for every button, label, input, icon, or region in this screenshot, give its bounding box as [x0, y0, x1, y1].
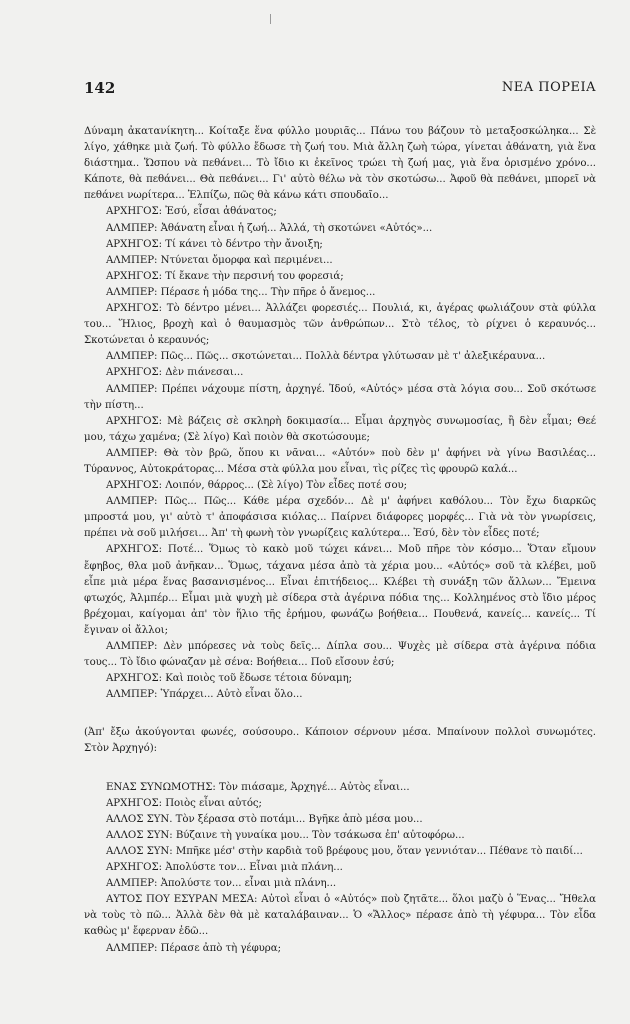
- page-header: [84, 79, 596, 99]
- running-title: ΝΕΑ ΠΟΡΕΙΑ: [501, 80, 596, 95]
- dialogue-line: ΑΡΧΗΓΟΣ: Δὲν πιάνεσαι...: [106, 367, 244, 379]
- stage-direction: (Ἀπ' ἔξω ἀκούγονται φωνές, σούσουρο.. Κάποιον σέρνουν μέσα. Μπαίνουν πολλοὶ συνωμότες. Στὸν Ἀρχηγό):: [84, 727, 596, 755]
- dialogue-line: ΑΡΧΗΓΟΣ: Ἀπολύστε τον... Εἶναι μιὰ πλάνη...: [106, 862, 343, 874]
- dialogue-line: ΑΛΜΠΕΡ: Πῶς... Πῶς... Κάθε μέρα σχεδόν... Δὲ μ' ἀφήνει καθόλου... Τὸν ἔχω διαρκῶς μπροστά μου, γι' αὐτὸ τ' ἀποφάσισα κιόλας... Παίρνει διάφορες μορφές... Γιὰ νὰ τὸν γνωρίσεις, πρέπει νὰ σοῦ μιλήσει... Ἀπ' τὴ φωνὴ τὸν γνωρίζεις καλύτερα... Ἐσύ, δὲν τὸν εἶδες ποτέ;: [84, 496, 596, 540]
- dialogue-line: ΑΡΧΗΓΟΣ: Τί κάνει τὸ δέντρο τὴν ἄνοιξη;: [106, 238, 323, 250]
- spacer: [84, 703, 596, 725]
- dialogue-line: ΑΡΧΗΓΟΣ: Τὸ δέντρο μένει... Ἀλλάζει φορεσιές... Πουλιά, κι, ἀγέρας φωλιάζουν στὰ φύλλα του... Ἥλιος, βροχὴ καὶ ὁ θαυμασμὸς τῶν ἀνθρώπων... Στὸ τέλος, τὸ ρίχνει ὁ κεραυνός... Σκοτώνεται ὁ κεραυνός;: [84, 303, 596, 347]
- dialogue-line: ΑΛΜΠΕΡ: Ὑπάρχει... Αὐτὸ εἶναι ὅλο...: [106, 689, 303, 701]
- dialogue-line: ΑΛΜΠΕΡ: Πέρασε ἀπὸ τὴ γέφυρα;: [106, 942, 281, 954]
- scan-mark: [270, 14, 271, 24]
- dialogue-line: ΑΛΛΟΣ ΣΥΝ: Μπῆκε μέσ' στὴν καρδιὰ τοῦ βρέφους μου, ὅταν γεννιόταν... Πέθανε τὸ παιδί...: [106, 845, 583, 857]
- dialogue-line: ΑΥΤΟΣ ΠΟΥ ΕΣΥΡΑΝ ΜΕΣΑ: Αὐτοὶ εἶναι ὁ «Αὐτός» ποὺ ζητᾶτε... ὅλοι μαζὺ ὁ Ἕνας... Ἤθελα νὰ τοὺς τὸ πῶ... Ἀλλὰ δὲν θὰ μὲ καταλάβαιναν... Ὁ «Ἄλλος» πέρασε ἀπὸ τὴ γέφυρα... Τὸν εἶδα καθὼς μ' ἔφερναν ἐδῶ...: [84, 894, 596, 938]
- dialogue-line: ΑΡΧΗΓΟΣ: Ποιὸς εἶναι αὐτός;: [106, 797, 262, 809]
- dialogue-line: ΑΛΛΟΣ ΣΥΝ. Τὸν ξέρασα στὸ ποτάμι... Βγῆκε ἀπὸ μέσα μου...: [106, 813, 423, 825]
- dialogue-line: ΑΛΜΠΕΡ: Πῶς... Πῶς... σκοτώνεται... Πολλὰ δέντρα γλύτωσαν μὲ τ' ἀλεξικέραυνα...: [106, 351, 546, 363]
- dialogue-line: ΑΛΜΠΕΡ: Ἀθάνατη εἶναι ἡ ζωή... Ἀλλά, τὴ σκοτώνει «Αὐτός»...: [106, 222, 433, 234]
- dialogue-line: ΑΛΜΠΕΡ: Πρέπει νάχουμε πίστη, ἀρχηγέ. Ἰδού, «Αὐτός» μέσα στὰ λόγια σου... Σοῦ σκότωσε τὴν πίστη...: [84, 383, 596, 411]
- dialogue-line: ΑΛΜΠΕΡ: Ντύνεται ὄμορφα καὶ περιμένει...: [106, 254, 333, 266]
- text-paragraph: Δύναμη ἀκατανίκητη... Κοίταξε ἕνα φύλλο μουριᾶς... Πάνω του βάζουν τὸ μεταξοσκώληκα... Σὲ λίγο, χάθηκε μιὰ ζωή. Τὸ φύλλο ἔδωσε τὴ ζωή του. Μιὰ ἄλλη ζωὴ τώρα, γίνεται ἀθάνατη, γιὰ ἕνα διάστημα.. Ὥσπου νὰ πεθάνει... Τὸ ἴδιο κι ἐκεῖνος τρώει τὴ ζωή μας, γιὰ ἕνα ὁρισμένο χρόνο... Κάποτε, θὰ πεθάνει... Θὰ πεθάνει... Γι' αὐτὸ θέλω νὰ τὸν σκοτώσω... Ἀφοῦ θὰ πεθάνει, μπορεῖ νὰ πεθάνει νωρίτερα... Ἐλπίζω, πῶς θὰ κάνω κάτι σπουδαῖο...: [84, 126, 596, 202]
- dialogue-line: ΑΡΧΗΓΟΣ: Μὲ βάζεις σὲ σκληρὴ δοκιμασία... Εἶμαι ἀρχηγὸς συνωμοσίας, ἢ δὲν εἶμαι; Θεέ μου, τάχω χαμένα; (Σὲ λίγο) Καὶ ποιὸν θὰ σκοτώσουμε;: [84, 415, 596, 443]
- dialogue-line: ΑΛΜΠΕΡ: Θὰ τὸν βρῶ, ὅπου κι νᾶναι... «Αὐτόν» ποὺ δὲν μ' ἀφήνει νὰ γίνω Βασιλέας... Τύραννος, Αὐτοκράτορας... Μέσα στὰ φύλλα μου εἶναι, τὶς ρίζες τὶς φρουρῶ καλά...: [84, 447, 596, 475]
- dialogue-line: ΑΛΜΠΕΡ: Ἀπολύστε τον... εἶναι μιὰ πλάνη...: [106, 878, 337, 890]
- dialogue-line: ΑΡΧΗΓΟΣ: Τί ἔκανε τὴν περσινή του φορεσιά;: [106, 270, 344, 282]
- dialogue-line: ΑΡΧΗΓΟΣ: Λοιπόν, θάρρος... (Σὲ λίγο) Τὸν εἶδες ποτέ σου;: [106, 480, 408, 492]
- dialogue-line: ΕΝΑΣ ΣΥΝΩΜΟΤΗΣ: Τὸν πιάσαμε, Ἀρχηγέ... Αὐτὸς εἶναι...: [106, 781, 410, 793]
- page-number: 142: [84, 79, 116, 97]
- dialogue-line: ΑΡΧΗΓΟΣ: Ποτέ... Ὅμως τὸ κακὸ μοῦ τώχει κάνει... Μοῦ πῆρε τὸν κόσμο... Ὅταν εἴμουν ἔφηβος, θλα μοῦ ἀνῆκαν... Ὅμως, τάχανα μέσα ἀπὸ τὰ χέρια μου... «Αὐτός» σοῦ τὰ κλέβει, μοῦ εἶπε μιὰ μέρα ἕνας βασανισμένος... Εἶναι ἐπιτήδειος... Κλέβει τὴ συνάξη τῶν ἄλλων... Ἔμεινα φτωχός, Ἀλμπέρ... Εἶμαι μιὰ ψυχὴ μὲ σίδερα στὰ ἀγέρινα πόδια της... Κολλημένος στὸ ἴδιο μέρος βρέχομαι, καίγομαι ἀπ' τὸν ἥλιο τῆς ἐρήμου, φωνάζω βοήθεια... Πουθενά, κανείς... κανείς... Τί ἔγιναν οἱ ἄλλοι;: [84, 544, 596, 636]
- dialogue-line: ΑΛΜΠΕΡ: Πέρασε ἡ μόδα της... Τὴν πῆρε ὁ ἄνεμος...: [106, 286, 376, 298]
- dialogue-line: ΑΛΜΠΕΡ: Δὲν μπόρεσες νὰ τοὺς δεῖς... Δίπλα σου... Ψυχὲς μὲ σίδερα στὰ ἀγέρινα πόδια τους... Τὸ ἴδιο φώναζαν μὲ σένα: Βοήθεια... Ποῦ εἴσουν ἐσύ;: [84, 641, 596, 669]
- dialogue-line: ΑΡΧΗΓΟΣ: Ἐσύ, εἶσαι ἀθάνατος;: [106, 206, 277, 218]
- dialogue-line: ΑΛΛΟΣ ΣΥΝ: Βύζαινε τὴ γυναίκα μου... Τὸν τσάκωσα ἐπ' αὐτοφόρω...: [106, 829, 465, 841]
- spacer: [84, 758, 596, 780]
- dialogue-line: ΑΡΧΗΓΟΣ: Καὶ ποιὸς τοῦ ἔδωσε τέτοια δύναμη;: [106, 673, 353, 685]
- page-body: [84, 124, 596, 957]
